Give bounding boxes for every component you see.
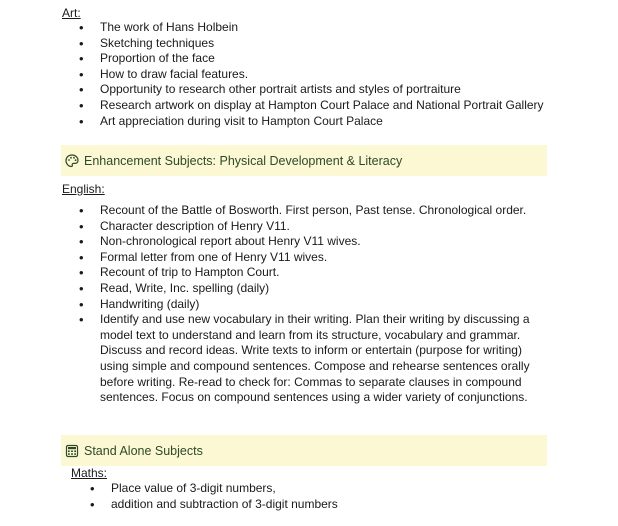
list-item: • Sketching techniques [79, 36, 544, 52]
list-item: • Read, Write, Inc. spelling (daily) [79, 281, 540, 297]
list-item: • Formal letter from one of Henry V11 wives. [79, 250, 540, 266]
list-item: • Non-chronological report about Henry V11 wives. [79, 234, 540, 250]
list-item: • addition and subtraction of 3-digit numbers [90, 497, 338, 513]
enhancement-subjects-band [61, 145, 547, 176]
english-list [79, 203, 540, 406]
list-item: • Proportion of the face [79, 51, 544, 67]
palette-icon [64, 153, 80, 169]
list-item: • The work of Hans Holbein [79, 20, 544, 36]
section-title: Stand Alone Subjects [84, 443, 203, 458]
list-item: • Research artwork on display at Hampton Court Palace and National Portrait Gallery [79, 98, 544, 114]
list-item: • Recount of the Battle of Bosworth. First person, Past tense. Chronological order. [79, 203, 540, 219]
section-title: Enhancement Subjects: Physical Development & Literacy [84, 153, 403, 168]
list-item: • Identify and use new vocabulary in their writing. Plan their writing by discussing a model text to understand and learn from its structure, vocabulary and grammar. Discuss and record ideas. Write texts to inform or entertain (purpose for writing) using simple and compound sentences. Compose and rehearse sentences orally before writing. Re-read to check for: Commas to separate clauses in compound sentences. Focus on compound sentences using a wider variety of conjunctions. [79, 312, 540, 406]
list-item: • Handwriting (daily) [79, 297, 540, 313]
maths-list [90, 481, 338, 512]
english-heading: English: [62, 182, 105, 196]
art-list [79, 20, 544, 129]
list-item: • How to draw facial features. [79, 67, 544, 83]
list-item: • Art appreciation during visit to Hampton Court Palace [79, 114, 544, 130]
list-item: • Character description of Henry V11. [79, 219, 540, 235]
list-item: • Recount of trip to Hampton Court. [79, 265, 540, 281]
list-item: • Place value of 3-digit numbers, [90, 481, 338, 497]
calculator-icon [64, 443, 80, 459]
art-heading: Art: [62, 6, 81, 20]
list-item: • Opportunity to research other portrait artists and styles of portraiture [79, 82, 544, 98]
stand-alone-subjects-band [61, 435, 547, 466]
maths-heading: Maths: [71, 466, 108, 480]
